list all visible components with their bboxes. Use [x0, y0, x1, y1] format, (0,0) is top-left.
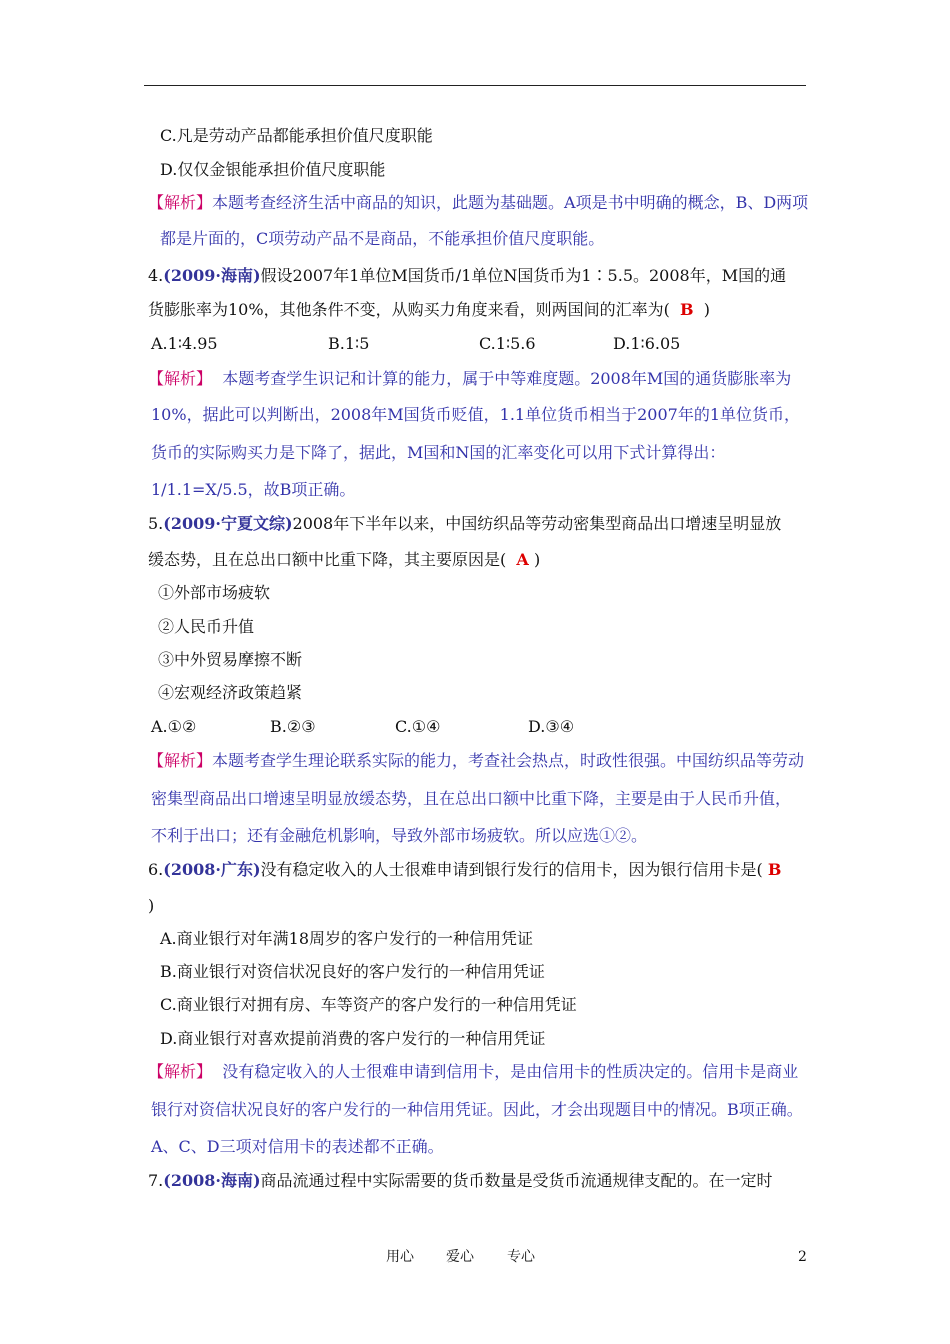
- q5-item-1: ①外部市场疲软: [158, 583, 271, 602]
- q5-stem-line-2: 缓态势，且在总出口额中比重下降，其主要原因是( A ): [148, 550, 541, 569]
- q7-source: (2008·海南): [163, 1171, 261, 1190]
- footer-motto-3: 专心: [507, 1249, 535, 1265]
- q6-option-d: D.商业银行对喜欢提前消费的客户发行的一种信用凭证: [160, 1029, 546, 1048]
- q6-explanation-line-3: A、C、D三项对信用卡的表述都不正确。: [151, 1137, 444, 1156]
- q4-source: (2009·海南): [163, 266, 261, 285]
- q6-stem-line-2: ): [148, 896, 155, 915]
- q5-item-2: ②人民币升值: [158, 617, 255, 636]
- q3-option-d: D.仅仅金银能承担价值尺度职能: [160, 160, 386, 179]
- q5-explanation-line-1: 【解析】本题考查学生理论联系实际的能力，考查社会热点，时政性很强。中国纺织品等劳动: [148, 751, 805, 770]
- explanation-tag: 【解析】: [148, 193, 213, 212]
- q6-explanation-line-1: 【解析】 没有稳定收入的人士很难申请到信用卡，是由信用卡的性质决定的。信用卡是商业: [148, 1062, 799, 1081]
- q7-stem-line-1: 7.(2008·海南)商品流通过程中实际需要的货币数量是受货币流通规律支配的。在一定时: [148, 1171, 773, 1190]
- footer-motto-1: 用心: [386, 1249, 414, 1265]
- q3-explanation-line-2: 都是片面的，C项劳动产品不是商品，不能承担价值尺度职能。: [160, 229, 605, 248]
- q6-explanation-line-2: 银行对资信状况良好的客户发行的一种信用凭证。因此，才会出现题目中的情况。B项正确。: [151, 1100, 803, 1119]
- q5-stem-line-1: 5.(2009·宁夏文综)2008年下半年以来，中国纺织品等劳动密集型商品出口增速呈明显放: [148, 514, 782, 533]
- q4-option-a: A.1∶4.95: [151, 334, 218, 353]
- q4-explanation-line-1: 【解析】 本题考查学生识记和计算的能力，属于中等难度题。2008年M国的通货膨胀率为: [148, 369, 792, 388]
- q5-option-d: D.③④: [528, 717, 575, 736]
- footer-motto-2: 爱心: [446, 1249, 474, 1265]
- q4-option-c: C.1∶5.6: [479, 334, 536, 353]
- q5-item-3: ③中外贸易摩擦不断: [158, 650, 303, 669]
- q5-item-4: ④宏观经济政策趋紧: [158, 683, 303, 702]
- explanation-tag: 【解析】: [148, 1062, 213, 1081]
- q4-option-d: D.1∶6.05: [613, 334, 681, 353]
- header-rule: [144, 85, 806, 86]
- explanation-tag: 【解析】: [148, 369, 213, 388]
- q4-stem-line-1: 4.(2009·海南)假设2007年1单位M国货币/1单位N国货币为1∶5.5。2008年，M国的通: [148, 266, 787, 285]
- q3-explanation-line-1: 【解析】本题考查经济生活中商品的知识，此题为基础题。A项是书中明确的概念，B、D两项: [148, 193, 809, 212]
- q3-option-c: C.凡是劳动产品都能承担价值尺度职能: [160, 126, 433, 145]
- q4-explanation-line-3: 货币的实际购买力是下降了，据此，M国和N国的汇率变化可以用下式计算得出：: [151, 443, 726, 462]
- q6-answer: B: [767, 860, 782, 879]
- q4-explanation-line-4: 1/1.1=X/5.5，故B项正确。: [151, 480, 356, 499]
- q6-option-c: C.商业银行对拥有房、车等资产的客户发行的一种信用凭证: [160, 995, 577, 1014]
- q6-source: (2008·广东): [163, 860, 261, 879]
- q6-option-a: A.商业银行对年满18周岁的客户发行的一种信用凭证: [160, 929, 534, 948]
- q6-option-b: B.商业银行对资信状况良好的客户发行的一种信用凭证: [160, 962, 545, 981]
- q4-answer: B: [679, 300, 694, 319]
- q5-explanation-line-3: 不利于出口；还有金融危机影响，导致外部市场疲软。所以应选①②。: [151, 826, 648, 845]
- q6-stem-line-1: 6.(2008·广东)没有稳定收入的人士很难申请到银行发行的信用卡，因为银行信用卡是( B: [148, 860, 782, 879]
- q4-stem-line-2: 货膨胀率为10%，其他条件不变，从购买力角度来看，则两国间的汇率为( B ): [148, 300, 710, 319]
- q5-option-b: B.②③: [270, 717, 316, 736]
- q5-option-a: A.①②: [151, 717, 197, 736]
- q4-explanation-line-2: 10%，据此可以判断出，2008年M国货币贬值，1.1单位货币相当于2007年的1单位货币，: [151, 405, 801, 424]
- q5-explanation-line-2: 密集型商品出口增速呈明显放缓态势，且在总出口额中比重下降，主要是由于人民币升值，: [151, 789, 792, 808]
- q5-source: (2009·宁夏文综): [163, 514, 293, 533]
- q5-answer: A: [516, 550, 529, 569]
- explanation-tag: 【解析】: [148, 751, 213, 770]
- q4-option-b: B.1∶5: [328, 334, 370, 353]
- page-number: 2: [798, 1249, 807, 1265]
- q5-option-c: C.①④: [395, 717, 441, 736]
